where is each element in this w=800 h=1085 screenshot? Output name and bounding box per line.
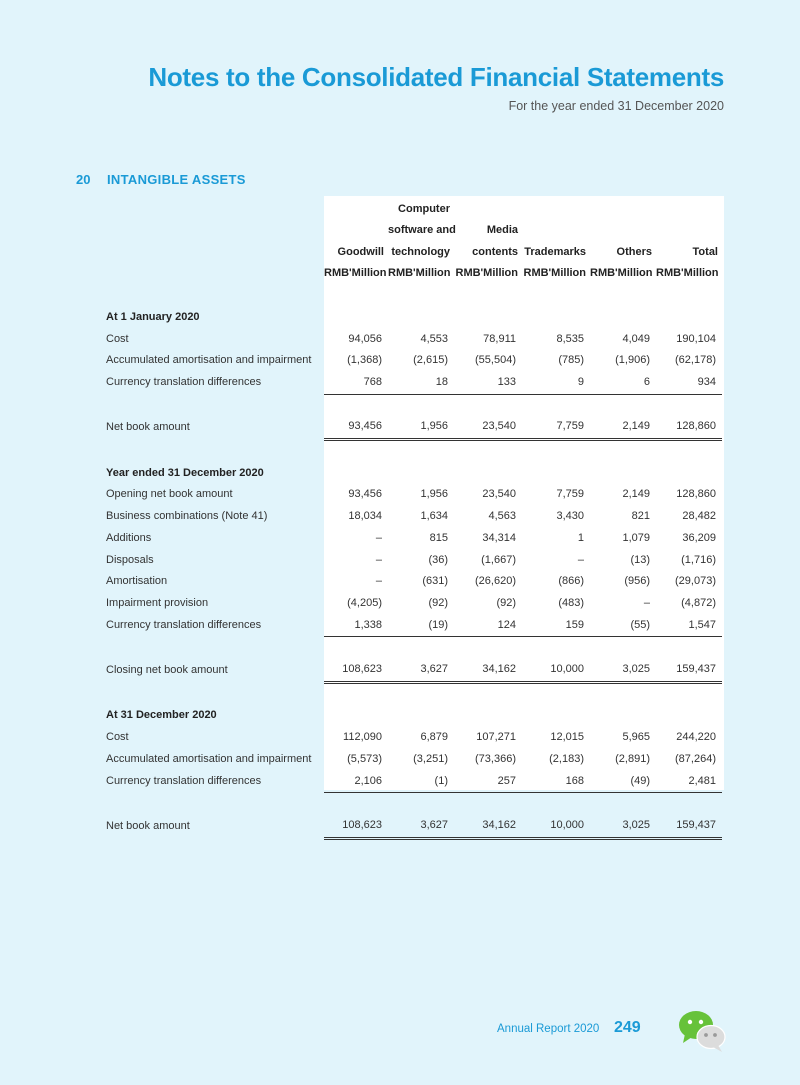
cell-value: 6	[590, 372, 656, 394]
cell-value: 1	[577, 531, 584, 544]
table-header	[100, 198, 722, 285]
column-header-row	[100, 220, 722, 242]
cell-value: (483)	[558, 596, 584, 609]
column-header	[656, 220, 722, 242]
cell-value: 28,482	[682, 510, 716, 523]
total-value: 3,627	[388, 815, 454, 838]
total-value: 3,025	[590, 659, 656, 682]
cell-value: (73,366)	[475, 752, 516, 765]
cell-value: 1,079	[622, 531, 650, 544]
group-heading: At 1 January 2020	[106, 310, 200, 323]
total-value: 93,456	[324, 416, 388, 439]
column-unit: RMB'Million	[523, 267, 586, 280]
column-unit: RMB'Million	[324, 267, 387, 280]
group-heading: Year ended 31 December 2020	[106, 466, 264, 479]
cell-value: 1,547	[656, 615, 722, 637]
unit-header-row	[100, 263, 722, 285]
cell-value: –	[577, 553, 584, 566]
cell-value: 2,106	[324, 771, 388, 793]
cell-value: 107,271	[476, 731, 516, 744]
cell-value: (3,251)	[413, 752, 448, 765]
row-label: Currency translation differences	[106, 618, 262, 631]
cell-value: 7,759	[556, 488, 584, 501]
cell-value: (4,205)	[347, 596, 382, 609]
cell-value: 4,049	[622, 332, 650, 345]
total-value: 108,623	[324, 659, 388, 682]
column-header	[324, 220, 388, 242]
group-heading-row	[100, 463, 722, 485]
table-row	[100, 571, 722, 593]
wechat-logo-icon	[677, 1008, 727, 1052]
total-value: 108,623	[324, 815, 388, 838]
cell-value: (49)	[590, 771, 656, 793]
row-label: Business combinations (Note 41)	[106, 510, 268, 523]
column-header: software and	[388, 224, 456, 236]
table-row	[100, 615, 722, 637]
total-row	[100, 815, 722, 838]
column-header: technology	[391, 245, 450, 258]
row-label: Disposals	[106, 553, 154, 566]
table-row	[100, 484, 722, 506]
table-row	[100, 506, 722, 528]
page-subtitle: For the year ended 31 December 2020	[508, 99, 724, 113]
header-spacer	[100, 220, 324, 242]
total-value: 1,956	[388, 416, 454, 439]
total-value: 10,000	[522, 815, 590, 838]
column-header	[590, 198, 656, 220]
total-value: 159,437	[656, 815, 722, 838]
cell-value: 8,535	[556, 332, 584, 345]
table-row	[100, 771, 722, 793]
footer-label: Annual Report 2020	[497, 1023, 600, 1035]
cell-value: –	[375, 575, 382, 588]
spacer-cell	[100, 793, 722, 815]
total-value: 23,540	[454, 416, 522, 439]
row-label: Amortisation	[106, 575, 168, 588]
total-value: 128,860	[656, 416, 722, 439]
column-header: Total	[692, 245, 718, 258]
column-header	[656, 198, 722, 220]
table-row	[100, 329, 722, 351]
total-value: 2,149	[590, 416, 656, 439]
table-row	[100, 550, 722, 572]
column-unit: RMB'Million	[388, 267, 451, 280]
table-row	[100, 749, 722, 771]
cell-value: 12,015	[550, 731, 584, 744]
cell-value: (29,073)	[675, 575, 716, 588]
total-label: Net book amount	[106, 819, 190, 832]
cell-value: 23,540	[482, 488, 516, 501]
row-label: Currency translation differences	[106, 376, 262, 389]
cell-value: (5,573)	[347, 752, 382, 765]
cell-value: 1,956	[420, 488, 448, 501]
column-header	[522, 220, 590, 242]
total-label: Closing net book amount	[106, 663, 228, 676]
cell-value: 1,338	[324, 615, 388, 637]
group-heading-row	[100, 307, 722, 329]
cell-value: 34,314	[482, 531, 516, 544]
column-unit: RMB'Million	[455, 267, 518, 280]
column-header	[454, 198, 522, 220]
spacer-cell	[100, 394, 722, 416]
total-row	[100, 416, 722, 439]
column-unit: RMB'Million	[656, 267, 719, 280]
cell-value: (87,264)	[675, 752, 716, 765]
cell-value: (866)	[558, 575, 584, 588]
spacer-cell	[100, 682, 722, 705]
cell-value: 133	[454, 372, 522, 394]
table-body	[100, 285, 722, 838]
row-spacer	[100, 394, 722, 416]
column-header: Computer	[398, 203, 450, 215]
cell-value: (2,183)	[549, 752, 584, 765]
table-row	[100, 593, 722, 615]
row-label: Impairment provision	[106, 596, 209, 609]
section-title: INTANGIBLE ASSETS	[107, 172, 246, 187]
total-value: 3,627	[388, 659, 454, 682]
table-row	[100, 372, 722, 394]
spacer-cell	[100, 637, 722, 659]
row-label: Accumulated amortisation and impairment	[106, 752, 312, 765]
row-spacer	[100, 440, 722, 463]
cell-value: 78,911	[483, 332, 516, 345]
row-label: Additions	[106, 531, 152, 544]
column-header-row	[100, 198, 722, 220]
table-row	[100, 528, 722, 550]
table-row	[100, 727, 722, 749]
cell-value: 190,104	[676, 332, 716, 345]
row-label: Accumulated amortisation and impairment	[106, 354, 312, 367]
cell-value: (19)	[388, 615, 454, 637]
column-header: Goodwill	[337, 245, 384, 258]
spacer-cell	[100, 440, 722, 463]
total-value: 34,162	[454, 815, 522, 838]
column-header: Others	[616, 245, 652, 258]
cell-value: 4,563	[488, 510, 516, 523]
cell-value: 168	[522, 771, 590, 793]
row-label: Cost	[106, 731, 129, 744]
cell-value: 9	[522, 372, 590, 394]
table-row	[100, 350, 722, 372]
cell-value: 4,553	[420, 332, 448, 345]
cell-value: 1,634	[420, 510, 448, 523]
row-spacer	[100, 285, 722, 307]
cell-value: 6,879	[420, 731, 448, 744]
cell-value: (631)	[422, 575, 448, 588]
header-spacer	[100, 242, 324, 264]
total-value: 34,162	[454, 659, 522, 682]
cell-value: 159	[522, 615, 590, 637]
row-label: Opening net book amount	[106, 488, 233, 501]
cell-value: 934	[656, 372, 722, 394]
row-spacer	[100, 637, 722, 659]
section-number: 20	[76, 172, 91, 187]
cell-value: 3,430	[556, 510, 584, 523]
cell-value: (1)	[388, 771, 454, 793]
row-label: Currency translation differences	[106, 774, 262, 787]
cell-value: (26,620)	[475, 575, 516, 588]
cell-value: 815	[429, 531, 448, 544]
group-heading: At 31 December 2020	[106, 709, 217, 722]
column-header: contents	[472, 245, 518, 258]
cell-value: 244,220	[676, 731, 716, 744]
cell-value: (92)	[428, 596, 448, 609]
cell-value: 128,860	[676, 488, 716, 501]
cell-value: 124	[454, 615, 522, 637]
total-label: Net book amount	[106, 421, 190, 434]
cell-value: 18,034	[348, 510, 382, 523]
cell-value: 768	[324, 372, 388, 394]
cell-value: (62,178)	[675, 354, 716, 367]
cell-value: 2,149	[622, 488, 650, 501]
row-spacer	[100, 793, 722, 815]
column-unit: RMB'Million	[590, 267, 653, 280]
intangible-assets-table	[100, 198, 722, 840]
column-header	[522, 198, 590, 220]
cell-value: (956)	[624, 575, 650, 588]
cell-value: (1,368)	[347, 354, 382, 367]
total-value: 10,000	[522, 659, 590, 682]
column-header	[324, 198, 388, 220]
cell-value: (2,891)	[615, 752, 650, 765]
cell-value: 18	[388, 372, 454, 394]
total-row	[100, 659, 722, 682]
header-spacer	[100, 198, 324, 220]
row-spacer	[100, 682, 722, 705]
page-title: Notes to the Consolidated Financial Statements	[148, 62, 724, 92]
cell-value: 257	[454, 771, 522, 793]
cell-value: 36,209	[682, 531, 716, 544]
column-header: Trademarks	[524, 245, 586, 258]
cell-value: (36)	[428, 553, 448, 566]
cell-value: (1,716)	[681, 553, 716, 566]
cell-value: (55)	[590, 615, 656, 637]
total-value: 7,759	[522, 416, 590, 439]
cell-value: 2,481	[656, 771, 722, 793]
cell-value: (2,615)	[413, 354, 448, 367]
cell-value: (13)	[630, 553, 650, 566]
spacer-cell	[100, 285, 722, 307]
cell-value: (4,872)	[681, 596, 716, 609]
row-label: Cost	[106, 332, 129, 345]
cell-value: (92)	[496, 596, 516, 609]
cell-value: –	[375, 553, 382, 566]
cell-value: (1,667)	[481, 553, 516, 566]
group-heading-row	[100, 705, 722, 727]
page-number: 249	[614, 1019, 641, 1036]
cell-value: 93,456	[348, 488, 382, 501]
cell-value: 5,965	[622, 731, 650, 744]
column-header-row	[100, 242, 722, 264]
column-header	[590, 220, 656, 242]
cell-value: 94,056	[348, 332, 382, 345]
cell-value: 821	[631, 510, 650, 523]
cell-value: 112,090	[343, 731, 382, 744]
cell-value: (1,906)	[615, 354, 650, 367]
cell-value: –	[375, 531, 382, 544]
cell-value: –	[643, 596, 650, 609]
total-value: 3,025	[590, 815, 656, 838]
column-header: Media	[486, 224, 518, 236]
total-value: 159,437	[656, 659, 722, 682]
cell-value: (785)	[558, 354, 584, 367]
cell-value: (55,504)	[475, 354, 516, 367]
header-spacer	[100, 263, 324, 285]
